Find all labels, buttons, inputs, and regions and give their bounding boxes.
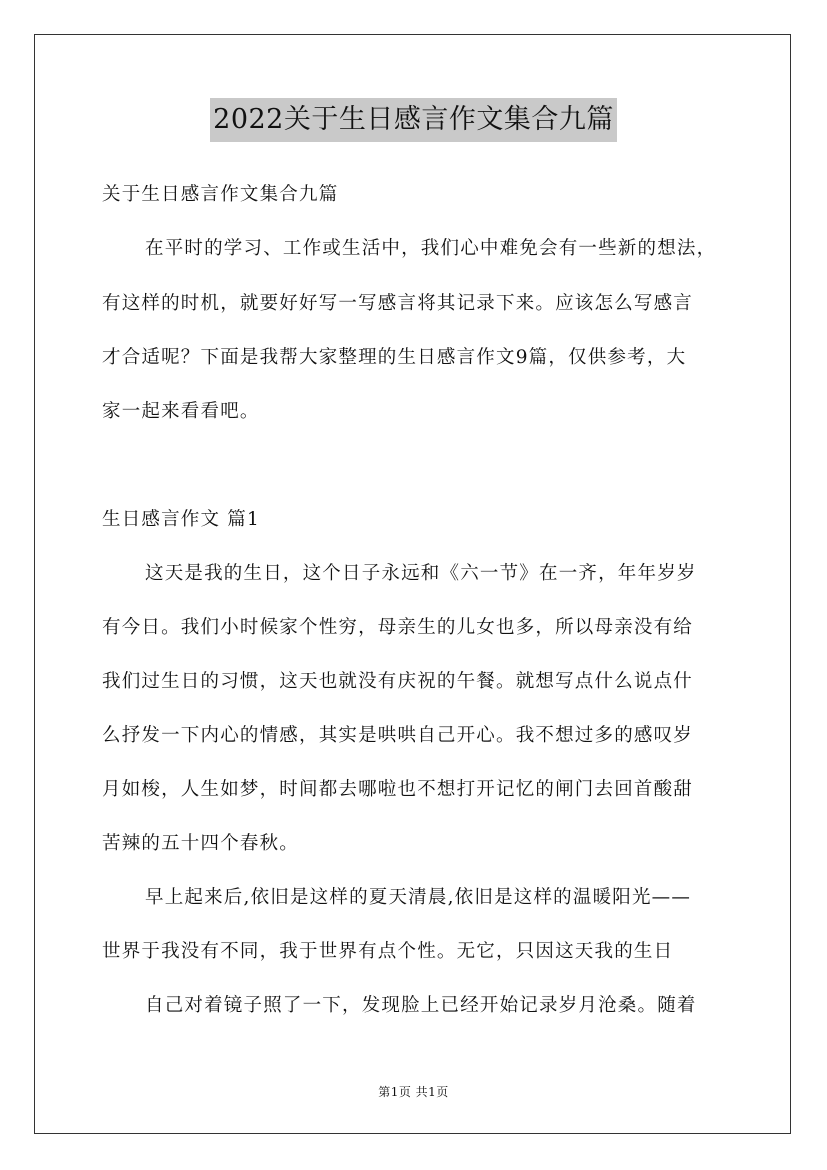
body-line-7: 早上起来后,依旧是这样的夏天清晨,依旧是这样的温暖阳光——	[145, 887, 692, 908]
page-footer: 第1页 共1页	[378, 1085, 449, 1099]
intro-line-3: 才合适呢？下面是我帮大家整理的生日感言作文9篇，仅供参考，大	[102, 347, 687, 368]
body-line-1: 这天是我的生日，这个日子永远和《六一节》在一齐，年年岁岁	[145, 563, 697, 584]
body-line-9: 自己对着镜子照了一下，发现脸上已经开始记录岁月沧桑。随着	[145, 995, 697, 1016]
document-title: 2022关于生日感言作文集合九篇	[210, 98, 617, 142]
body-line-8: 世界于我没有不同，我于世界有点个性。无它，只因这天我的生日	[102, 941, 674, 962]
section-heading: 生日感言作文 篇1	[102, 509, 260, 530]
body-line-4: 么抒发一下内心的情感，其实是哄哄自己开心。我不想过多的感叹岁	[102, 725, 694, 746]
subtitle-line: 关于生日感言作文集合九篇	[102, 184, 339, 205]
title-container	[0, 98, 827, 142]
intro-line-2: 有这样的时机，就要好好写一写感言将其记录下来。应该怎么写感言	[102, 293, 694, 314]
body-line-3: 我们过生日的习惯，这天也就没有庆祝的午餐。就想写点什么说点什	[102, 671, 694, 692]
intro-line-1: 在平时的学习、工作或生活中，我们心中难免会有一些新的想法，	[145, 238, 717, 259]
body-line-5: 月如梭，人生如梦，时间都去哪啦也不想打开记忆的闸门去回首酸甜	[102, 779, 694, 800]
body-line-2: 有今日。我们小时候家个性穷，母亲生的儿女也多，所以母亲没有给	[102, 617, 694, 638]
intro-line-4: 家一起来看看吧。	[102, 401, 260, 422]
body-line-6: 苦辣的五十四个春秋。	[102, 833, 300, 854]
